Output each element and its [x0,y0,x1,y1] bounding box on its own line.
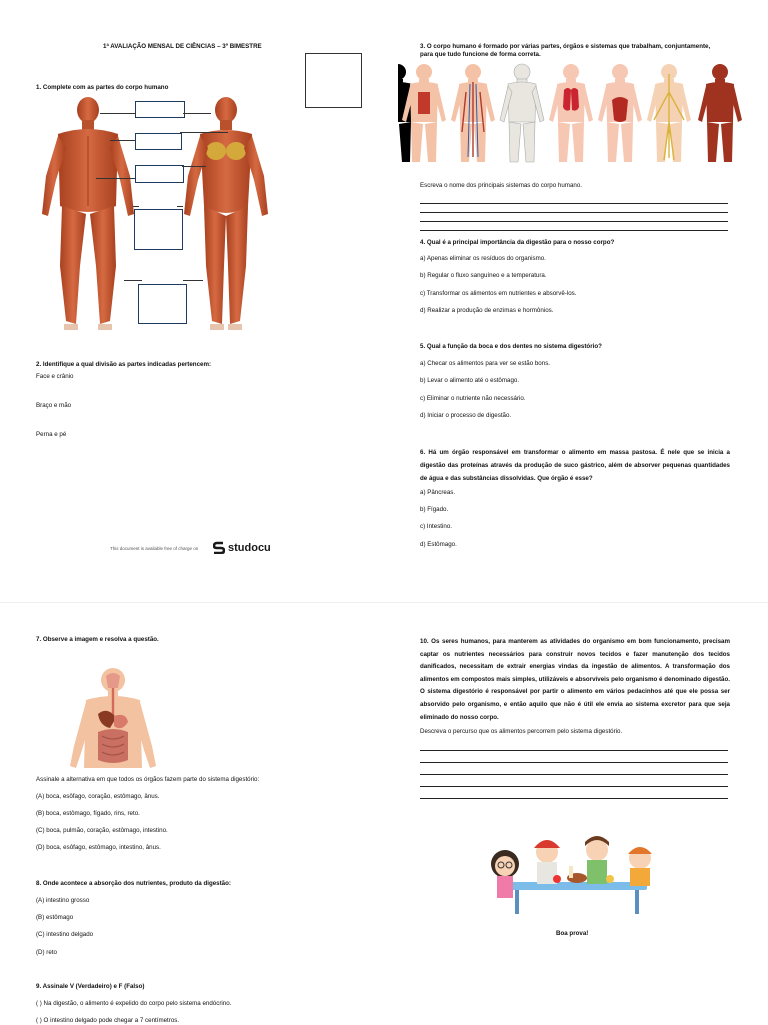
q5-option[interactable]: b) Levar o alimento até o estômago. [420,377,520,384]
leader-line [182,166,206,167]
answer-line[interactable] [420,786,728,787]
label-box-head[interactable] [135,101,185,118]
q10-prompt: 10. Os seres humanos, para manterem as atividades do organismo em bom funcionamento, precisam captar os nutrientes necessários para construir novos tecidos e fazer manutenção dos tecidos danificados, necessitam de extrair energias vindas da ingestão de alimentos. A transformação dos alimentos em compostos mais simples, utilizáveis e absorvíveis pelo organismo é denominado digestão. O sistema digestório é responsável por partir o alimento em vários pedacinhos até que ele possa ser absorvido pelo organismo, e então aquilo que não é útil ele envia ao sistema excretor para que seja eliminado do nosso corpo. [420,638,730,721]
watermark-text: This document is available free of charge on [110,546,199,551]
q7-option[interactable]: (D) boca, esôfago, estômago, intestino, ânus. [36,844,161,851]
grade-box[interactable] [305,53,362,108]
q2-item: Braço e mão [36,402,72,409]
studocu-brand: studocu [228,542,271,554]
q4-prompt: 4. Qual é a principal importância da digestão para o nosso corpo? [420,239,615,246]
answer-line[interactable] [420,798,728,799]
page-separator [0,602,768,603]
children-eating-image [485,830,665,918]
label-box-upper-limbs[interactable] [134,209,183,250]
answer-line[interactable] [420,774,728,775]
digestive-system-image [68,666,158,768]
answer-line[interactable] [420,750,728,751]
leader-line [124,280,142,281]
leader-line [96,178,135,179]
label-box-neck[interactable] [135,133,182,150]
leader-line [133,206,139,207]
leader-line [177,206,183,207]
q2-prompt: 2. Identifique a qual divisão as partes indicadas pertencem: [36,361,212,368]
q7-option[interactable]: (B) boca, estômago, fígado, rins, reto. [36,810,140,817]
answer-line[interactable] [420,230,728,231]
leader-line [183,280,203,281]
q10-instruction: Descreva o percurso que os alimentos percorrem pelo sistema digestório. [420,728,623,735]
answer-line[interactable] [420,221,728,222]
q6-option[interactable]: d) Estômago. [420,541,457,548]
q5-option[interactable]: a) Checar os alimentos para ver se estão bons. [420,360,551,367]
leader-line [100,113,135,114]
q3-instruction: Escreva o nome dos principais sistemas do corpo humano. [420,182,582,189]
q1-prompt: 1. Complete com as partes do corpo humano [36,84,169,91]
q7-option[interactable]: (C) boca, pulmão, coração, estômago, intestino. [36,827,168,834]
q7-prompt: 7. Observe a imagem e resolva a questão. [36,636,159,643]
q2-item: Perna e pé [36,431,67,438]
leader-line [183,113,211,114]
q7-option[interactable]: (A) boca, esôfago, coração, estômago, ânus. [36,793,160,800]
page-2 [0,604,768,1024]
studocu-logo-icon [213,541,225,554]
label-box-lower-limbs[interactable] [138,284,187,324]
q4-option[interactable]: d) Realizar a produção de enzimas e hormônios. [420,307,554,314]
leader-line [180,132,228,133]
q4-option[interactable]: c) Transformar os alimentos em nutrientes e absorvê-los. [420,290,577,297]
q3-prompt: 3. O corpo humano é formado por várias partes, órgãos e sistemas que trabalham, conjuntamente, [420,43,711,50]
q9-prompt: 9. Assinale V (Verdadeiro) e F (Falso) [36,983,145,990]
page-title: 1ª AVALIAÇÃO MENSAL DE CIÊNCIAS – 3º BIMESTRE [103,43,262,50]
q6-option[interactable]: b) Fígado. [420,506,449,513]
male-figure [42,97,134,330]
closing-text: Boa prova! [556,930,589,937]
leader-line [110,140,135,141]
q6-prompt: 6. Há um órgão responsável em transformar o alimento em massa pastosa. É nele que se inicia a digestão das proteínas através da produção de suco gástrico, além de absorver pequenas quantidades de água e das substâncias dissolvidas. Que órgão é esse? [420,449,730,482]
q5-prompt: 5. Qual a função da boca e dos dentes no sistema digestório? [420,343,602,350]
q8-option[interactable]: (B) estômago [36,914,74,921]
q4-option[interactable]: a) Apenas eliminar os resíduos do organismo. [420,255,546,262]
q9-item[interactable]: ( ) Na digestão, o alimento é expelido do corpo pelo sistema endócrino. [36,1000,232,1007]
q4-option[interactable]: b) Regular o fluxo sanguíneo e a temperatura. [420,272,547,279]
q8-option[interactable]: (C) intestino delgado [36,931,94,938]
body-systems-image [398,62,748,166]
answer-line[interactable] [420,203,728,204]
q6-option[interactable]: a) Pâncreas. [420,489,456,496]
q3-prompt: para que tudo funcione de forma correta. [420,51,541,58]
q5-option[interactable]: d) Iniciar o processo de digestão. [420,412,512,419]
q5-option[interactable]: c) Eliminar o nutriente não necessário. [420,395,526,402]
q6-option[interactable]: c) Intestino. [420,523,452,530]
answer-line[interactable] [420,212,728,213]
label-box-trunk[interactable] [135,165,184,183]
q8-option[interactable]: (A) intestino grosso [36,897,90,904]
q9-item[interactable]: ( ) O intestino delgado pode chegar a 7 centímetros. [36,1017,180,1024]
q8-option[interactable]: (D) reto [36,949,57,956]
answer-line[interactable] [420,762,728,763]
q7-instruction: Assinale a alternativa em que todos os órgãos fazem parte do sistema digestório: [36,776,260,783]
q8-prompt: 8. Onde acontece a absorção dos nutrientes, produto da digestão: [36,880,231,887]
q2-item: Face e crânio [36,373,74,380]
